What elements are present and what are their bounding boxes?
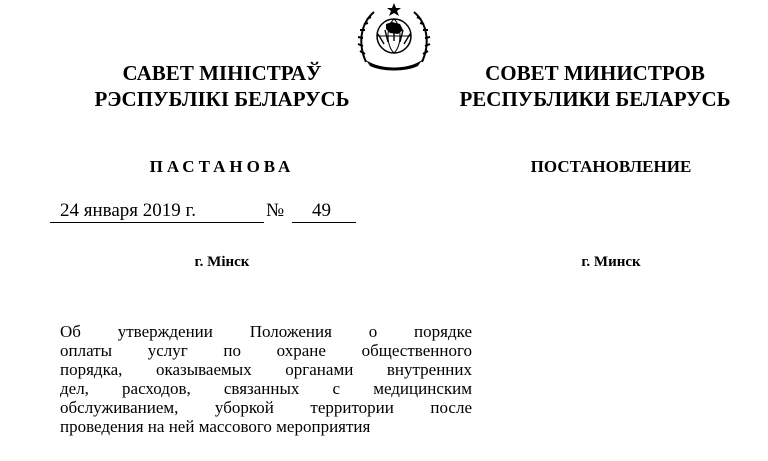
org-be-line-1: САВЕТ МІНІСТРАЎ: [122, 61, 322, 85]
date-number-line: [50, 196, 360, 226]
title-line-1: Об утверждении Положения о порядке: [60, 322, 472, 341]
org-be-line-2: РЭСПУБЛІКІ БЕЛАРУСЬ: [94, 87, 350, 111]
number-sign: №: [266, 200, 285, 221]
title-line-4: дел, расходов, связанных с медицинским: [60, 379, 472, 398]
date-underline: [50, 222, 264, 223]
org-ru-line-2: РЕСПУБЛИКИ БЕЛАРУСЬ: [459, 87, 731, 111]
organization-name-ru: [440, 60, 750, 112]
document-date: 24 января 2019 г.: [60, 200, 196, 221]
title-line-2: оплаты услуг по охране общественного: [60, 341, 472, 360]
org-ru-line-1: СОВЕТ МИНИСТРОВ: [485, 61, 705, 85]
title-line-3: порядка, оказываемых органами внутренних: [60, 360, 472, 379]
document-title: [60, 322, 472, 436]
doc-type-be: ПАСТАНОВА: [149, 157, 295, 176]
title-line-6: проведения на ней массового мероприятия: [60, 417, 371, 436]
doc-type-ru: ПОСТАНОВЛЕНИЕ: [530, 157, 692, 176]
city-ru: г. Минск: [581, 254, 641, 270]
title-line-5: обслуживанием, уборкой территории после: [60, 398, 472, 417]
organization-name-be: [72, 60, 372, 112]
document-number: 49: [312, 200, 331, 221]
number-underline: [292, 222, 356, 223]
city-be: г. Мінск: [194, 254, 250, 270]
